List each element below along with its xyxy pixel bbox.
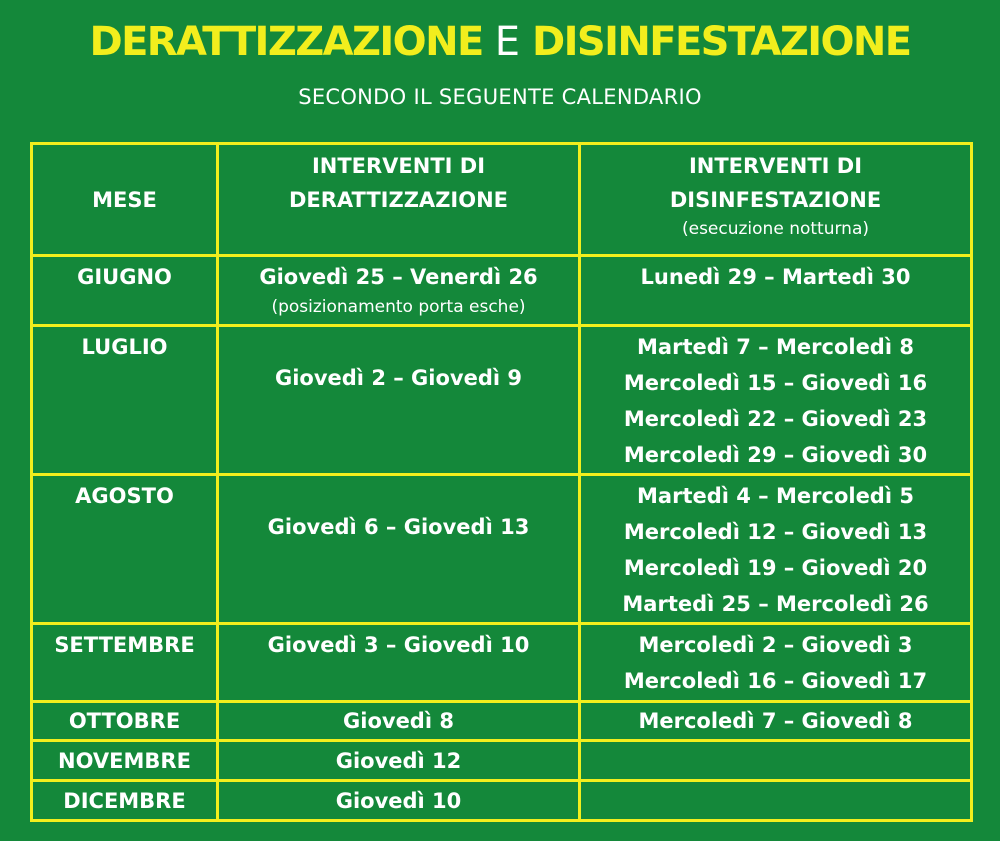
disinf-dates: Mercoledì 22 – Giovedì 23 xyxy=(623,407,928,431)
month-cell: SETTEMBRE xyxy=(32,624,218,702)
derat-cell: Giovedì 10 xyxy=(218,781,580,821)
header-disinfestazione xyxy=(580,144,972,256)
title-disinfestazione: DISINFESTAZIONE xyxy=(531,19,911,65)
table-row xyxy=(32,256,972,326)
derat-cell: Giovedì 12 xyxy=(218,741,580,781)
month-cell: GIUGNO xyxy=(32,256,218,326)
disinf-cell xyxy=(580,256,972,326)
disinf-dates: Mercoledì 12 – Giovedì 13 xyxy=(623,520,928,544)
disinf-dates: Mercoledì 15 – Giovedì 16 xyxy=(623,371,928,395)
disinf-dates: Martedì 4 – Mercoledì 5 xyxy=(637,484,914,508)
month-cell: OTTOBRE xyxy=(32,702,218,741)
page-title xyxy=(0,14,1000,70)
derat-cell xyxy=(218,475,580,624)
disinf-cell: Mercoledì 7 – Giovedì 8 xyxy=(580,702,972,741)
table-row xyxy=(32,781,972,821)
derat-dates: Giovedì 2 – Giovedì 9 xyxy=(274,366,523,390)
disinf-cell xyxy=(580,326,972,475)
disinf-dates: Martedì 25 – Mercoledì 26 xyxy=(622,592,929,616)
month-cell: NOVEMBRE xyxy=(32,741,218,781)
header-disinf-line1: INTERVENTI DI xyxy=(688,154,863,178)
table-row xyxy=(32,475,972,624)
disinf-cell-empty xyxy=(580,741,972,781)
derat-cell xyxy=(218,624,580,702)
title-derattizzazione: DERATTIZZAZIONE xyxy=(89,19,483,65)
disinf-dates: Mercoledì 2 – Giovedì 3 xyxy=(638,633,913,657)
derat-dates: Giovedì 25 – Venerdì 26 xyxy=(259,265,538,289)
disinf-dates: Martedì 7 – Mercoledì 8 xyxy=(637,335,914,359)
header-derat-line1: INTERVENTI DI xyxy=(311,154,486,178)
subtitle: SECONDO IL SEGUENTE CALENDARIO xyxy=(298,85,702,109)
disinf-dates: Mercoledì 19 – Giovedì 20 xyxy=(623,556,928,580)
derat-cell xyxy=(218,256,580,326)
title-conjunction: E xyxy=(494,19,520,65)
header-disinf-note: (esecuzione notturna) xyxy=(681,219,869,239)
header-derat-line2: DERATTIZZAZIONE xyxy=(288,188,509,212)
month-cell: DICEMBRE xyxy=(32,781,218,821)
disinf-dates: Mercoledì 16 – Giovedì 17 xyxy=(623,669,928,693)
month-cell: AGOSTO xyxy=(32,475,218,624)
disinf-cell-empty xyxy=(580,781,972,821)
table-row xyxy=(32,741,972,781)
month-cell: LUGLIO xyxy=(32,326,218,475)
disinf-cell xyxy=(580,475,972,624)
table-row xyxy=(32,624,972,702)
derat-dates: Giovedì 6 – Giovedì 13 xyxy=(267,515,530,539)
disinf-dates: Lunedì 29 – Martedì 30 xyxy=(640,265,911,289)
header-row xyxy=(32,144,972,256)
calendar-table xyxy=(30,142,973,822)
derat-cell: Giovedì 8 xyxy=(218,702,580,741)
header-derattizzazione xyxy=(218,144,580,256)
header-disinf-line2: DISINFESTAZIONE xyxy=(669,188,882,212)
derat-dates: Giovedì 3 – Giovedì 10 xyxy=(267,633,530,657)
header-month: MESE xyxy=(32,144,218,256)
table-row xyxy=(32,326,972,475)
derat-cell xyxy=(218,326,580,475)
derat-note: (posizionamento porta esche) xyxy=(271,297,526,317)
disinf-dates: Mercoledì 29 – Giovedì 30 xyxy=(623,443,928,467)
table-row xyxy=(32,702,972,741)
disinf-cell xyxy=(580,624,972,702)
